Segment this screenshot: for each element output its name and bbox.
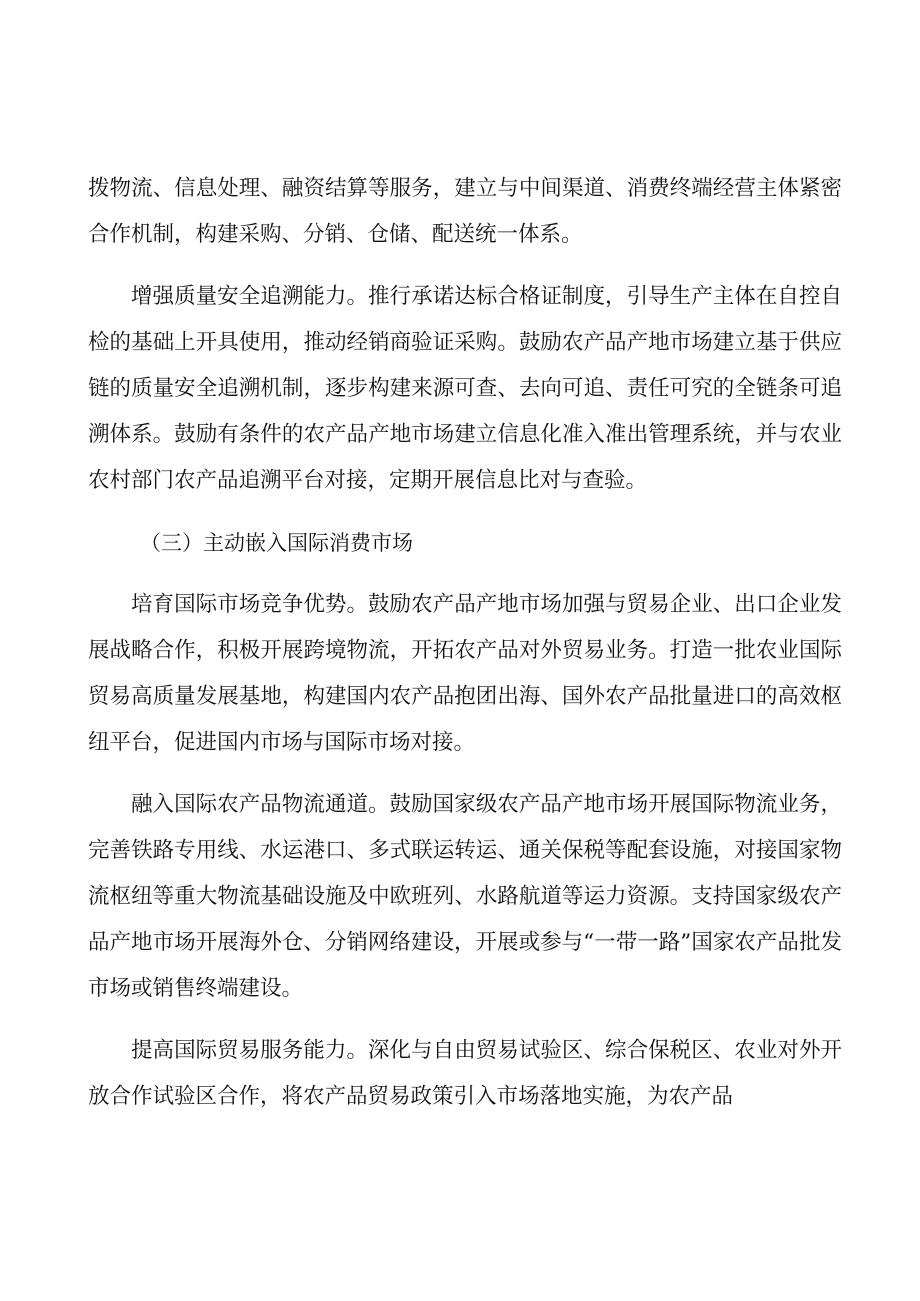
paragraph-trade-service: 提高国际贸易服务能力。深化与自由贸易试验区、综合保税区、农业对外开放合作试验区合作，将农产品贸易政策引入市场落地实施，为农产品 [88, 1038, 842, 1109]
paragraph-continuation: 拨物流、信息处理、融资结算等服务，建立与中间渠道、消费终端经营主体紧密合作机制，构建采购、分销、仓储、配送统一体系。 [88, 176, 842, 247]
paragraph-traceability: 增强质量安全追溯能力。推行承诺达标合格证制度，引导生产主体在自控自检的基础上开具使用，推动经销商验证采购。鼓励农产品产地市场建立基于供应链的质量安全追溯机制，逐步构建来源可查、去向可追、责任可究的全链条可追溯体系。鼓励有条件的农产品产地市场建立信息化准入准出管理系统，并与农业农村部门农产品追溯平台对接，定期开展信息比对与查验。 [88, 284, 842, 493]
document-body [88, 166, 842, 1136]
paragraph-competitive-advantage: 培育国际市场竞争优势。鼓励农产品产地市场加强与贸易企业、出口企业发展战略合作，积极开展跨境物流，开拓农产品对外贸易业务。打造一批农业国际贸易高质量发展基地，构建国内农产品抱团出海、国外农产品批量进口的高效枢纽平台，促进国内市场与国际市场对接。 [88, 592, 842, 755]
section-heading: （三）主动嵌入国际消费市场 [140, 531, 413, 555]
paragraph-logistics-channel: 融入国际农产品物流通道。鼓励国家级农产品产地市场开展国际物流业务，完善铁路专用线、水运港口、多式联运转运、通关保税等配套设施，对接国家物流枢纽等重大物流基础设施及中欧班列、水路航道等运力资源。支持国家级农产品产地市场开展海外仓、分销网络建设，开展或参与“一带一路”国家农产品批发市场或销售终端建设。 [88, 792, 842, 1001]
